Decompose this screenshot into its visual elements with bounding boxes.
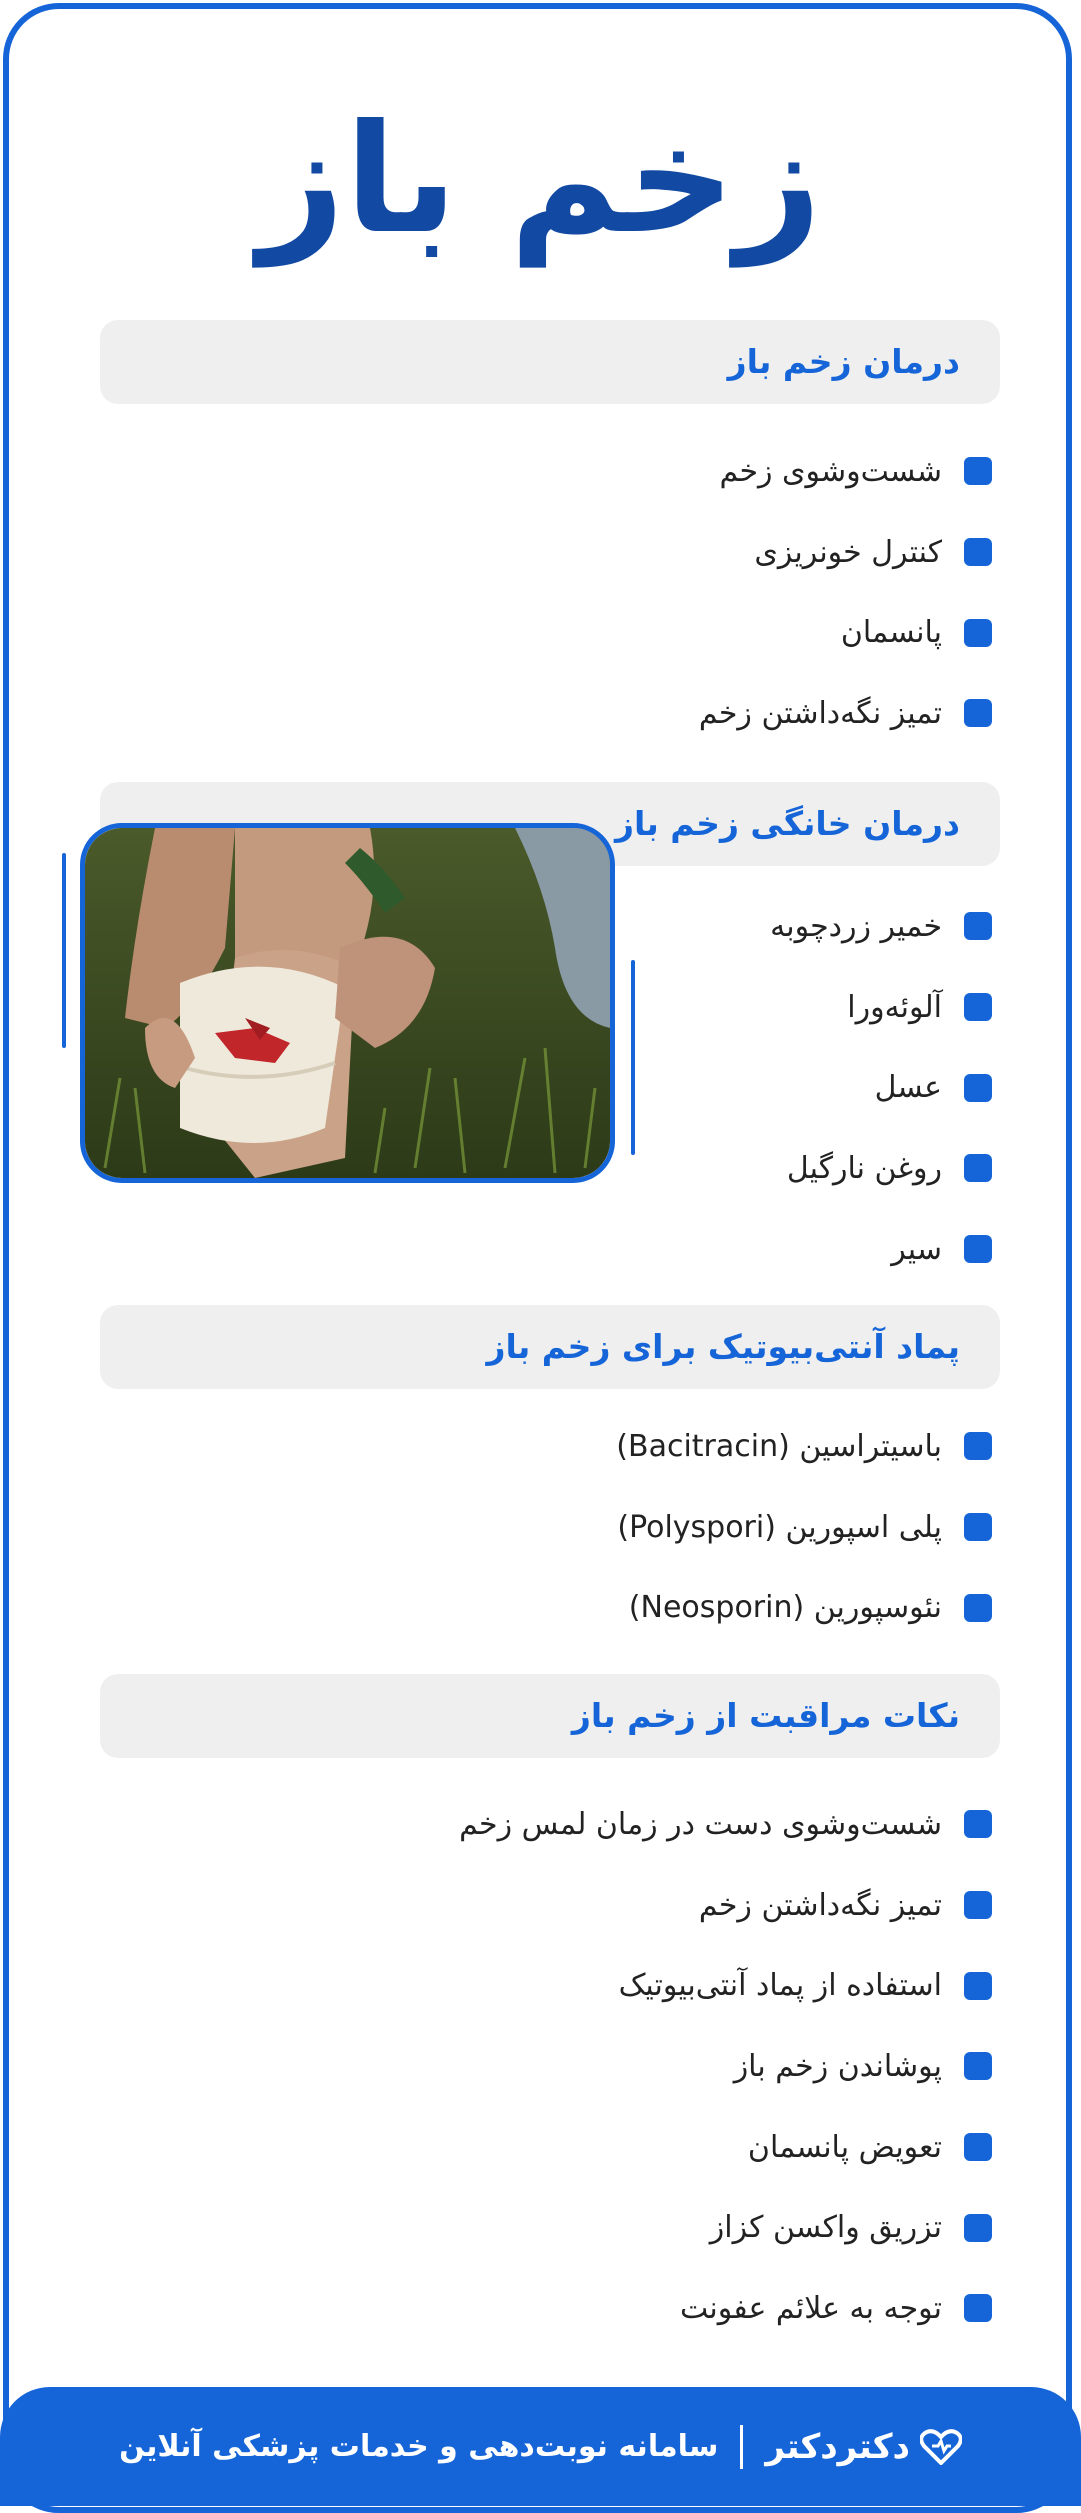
list-item: پوشاندن زخم باز bbox=[100, 2026, 992, 2107]
list-item: عسل bbox=[100, 1047, 992, 1128]
care-tips-list bbox=[100, 1784, 992, 2349]
brand-name: دکتردکتر bbox=[765, 2426, 910, 2467]
list-item: نئوسپورین (Neosporin) bbox=[100, 1567, 992, 1648]
list-item: سیر bbox=[100, 1209, 992, 1290]
heart-logo-icon bbox=[920, 2429, 962, 2465]
square-bullet-icon bbox=[964, 699, 992, 727]
square-bullet-icon bbox=[964, 2052, 992, 2080]
square-bullet-icon bbox=[964, 1074, 992, 1102]
home-remedies-list bbox=[100, 886, 992, 1289]
photo-accent-line-left bbox=[62, 853, 66, 1048]
square-bullet-icon bbox=[964, 2214, 992, 2242]
square-bullet-icon bbox=[964, 1972, 992, 2000]
list-item: شست‌وشوی دست در زمان لمس زخم bbox=[100, 1784, 992, 1865]
section-heading-home-remedies: درمان خانگی زخم باز bbox=[100, 782, 1000, 866]
square-bullet-icon bbox=[964, 993, 992, 1021]
page-title: زخم باز bbox=[258, 93, 822, 267]
list-item: پلی اسپورین (Polyspori) bbox=[100, 1487, 992, 1568]
square-bullet-icon bbox=[964, 1432, 992, 1460]
footer-tagline: سامانه نوبت‌دهی و خدمات پزشکی آنلاین bbox=[119, 2429, 719, 2464]
section-heading-antibiotic: پماد آنتی‌بیوتیک برای زخم باز bbox=[100, 1305, 1000, 1389]
list-item: استفاده از پماد آنتی‌بیوتیک bbox=[100, 1945, 992, 2026]
list-item: توجه به علائم عفونت bbox=[100, 2268, 992, 2349]
square-bullet-icon bbox=[964, 912, 992, 940]
antibiotic-list bbox=[100, 1406, 992, 1648]
section-heading-care-tips: نکات مراقبت از زخم باز bbox=[100, 1674, 1000, 1758]
square-bullet-icon bbox=[964, 619, 992, 647]
square-bullet-icon bbox=[964, 2133, 992, 2161]
square-bullet-icon bbox=[964, 1891, 992, 1919]
square-bullet-icon bbox=[964, 2294, 992, 2322]
footer-divider bbox=[740, 2425, 743, 2469]
footer-bar bbox=[0, 2387, 1081, 2506]
square-bullet-icon bbox=[964, 1235, 992, 1263]
square-bullet-icon bbox=[964, 457, 992, 485]
list-item: تمیز نگه‌داشتن زخم bbox=[100, 1865, 992, 1946]
list-item: خمیر زردچوبه bbox=[100, 886, 992, 967]
section-heading-treatment: درمان زخم باز bbox=[100, 320, 1000, 404]
square-bullet-icon bbox=[964, 1594, 992, 1622]
list-item: تمیز نگه‌داشتن زخم bbox=[100, 673, 992, 754]
list-item: باسیتراسین (Bacitracin) bbox=[100, 1406, 992, 1487]
square-bullet-icon bbox=[964, 1810, 992, 1838]
square-bullet-icon bbox=[964, 538, 992, 566]
brand-logo bbox=[765, 2427, 962, 2467]
square-bullet-icon bbox=[964, 1154, 992, 1182]
list-item: شست‌وشوی زخم bbox=[100, 431, 992, 512]
list-item: روغن نارگیل bbox=[100, 1128, 992, 1209]
treatment-list bbox=[100, 431, 992, 754]
list-item: آلوئه‌ورا bbox=[100, 967, 992, 1048]
list-item: کنترل خونریزی bbox=[100, 512, 992, 593]
list-item: پانسمان bbox=[100, 592, 992, 673]
footer-content bbox=[0, 2387, 1081, 2506]
list-item: تزریق واکسن کزاز bbox=[100, 2187, 992, 2268]
square-bullet-icon bbox=[964, 1513, 992, 1541]
list-item: تعویض پانسمان bbox=[100, 2107, 992, 2188]
